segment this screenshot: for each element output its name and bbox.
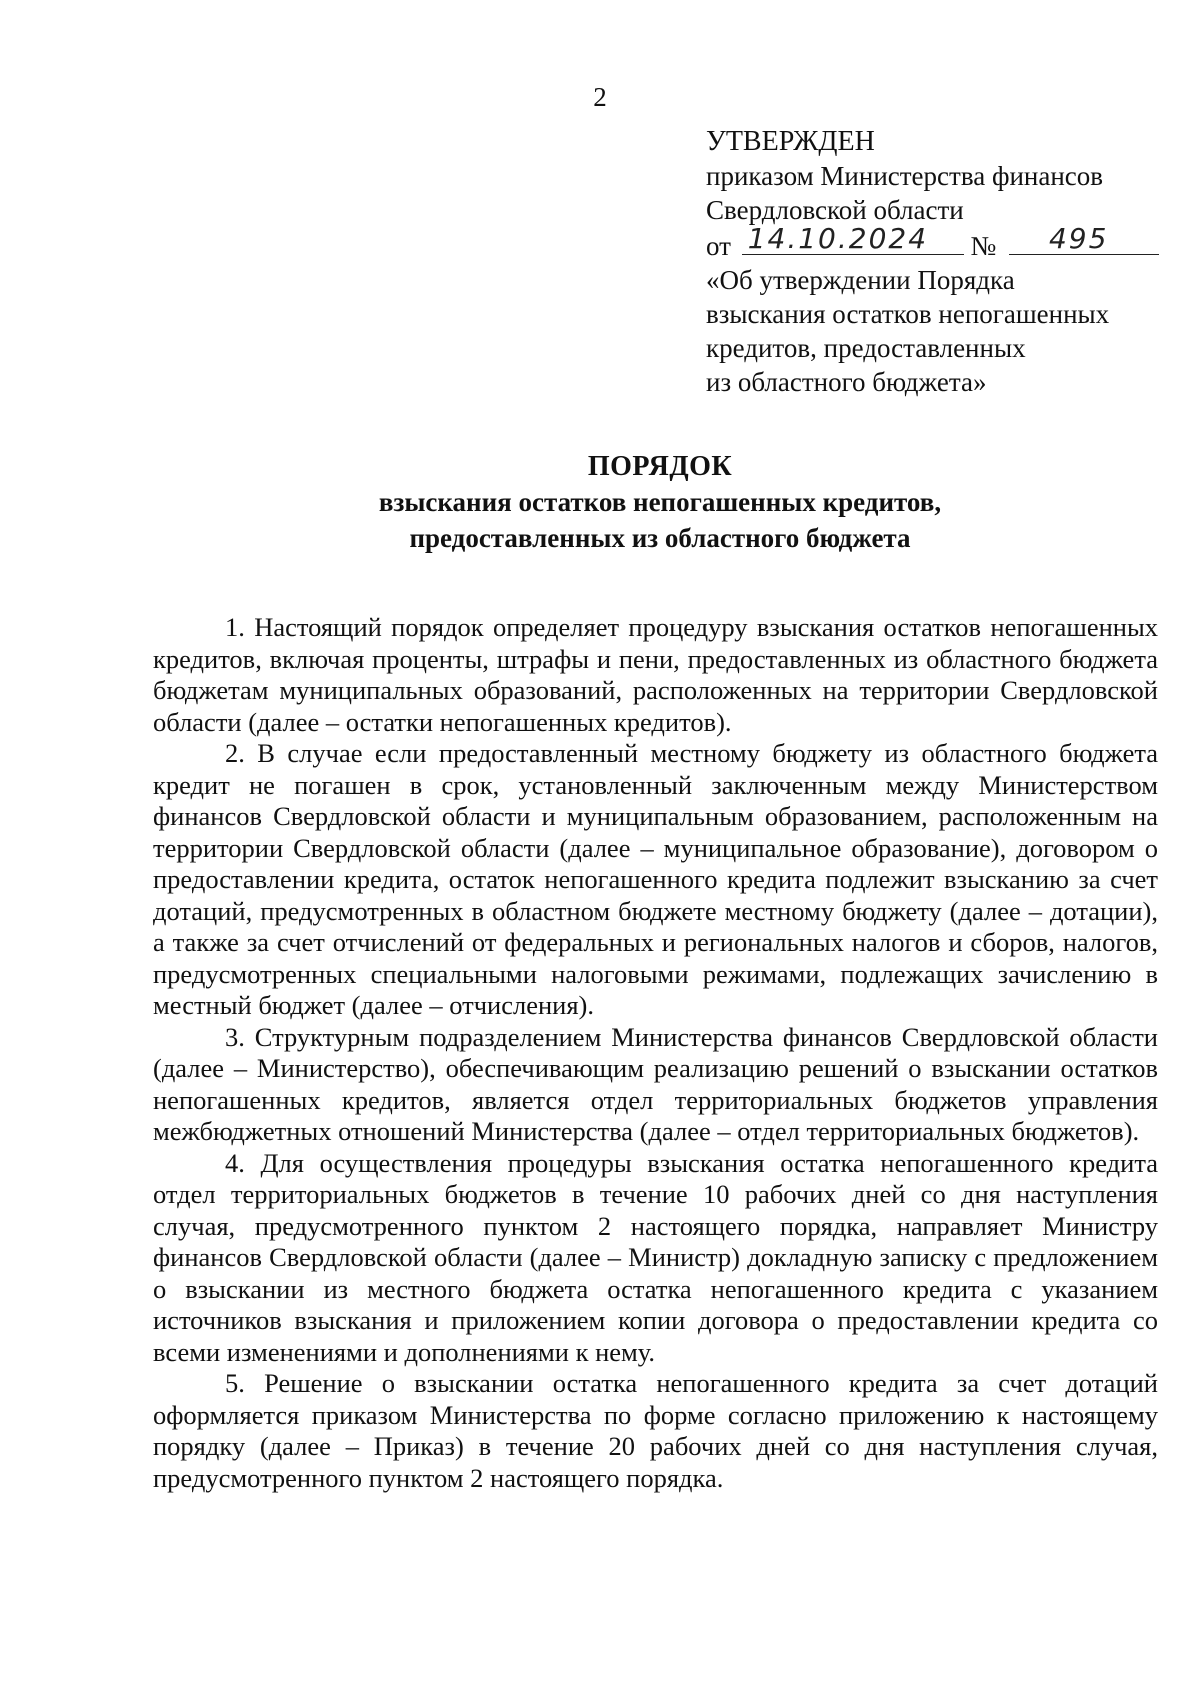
document-title-block: [0, 450, 1200, 556]
approval-subject-line-4: из областного бюджета»: [706, 367, 987, 397]
paragraph-2: 2. В случае если предоставленный местному бюджету из областного бюджета кредит не погашен в срок, установленный заключенным между Министерством финансов Свердловской области и муниципальным образованием, расположенным на территории Свердловской области (далее – муниципальное образование), договором о предоставлении кредита, остаток непогашенного кредита подлежит взысканию за счет дотаций, предусмотренных в областном бюджете местному бюджету (далее – дотации), а также за счет отчислений от федеральных и региональных налогов и сборов, налогов, предусмотренных специальными налоговыми режимами, подлежащих зачислению в местный бюджет (далее – отчисления).: [153, 738, 1158, 1020]
paragraph-4: 4. Для осуществления процедуры взыскания остатка непогашенного кредита отдел территориальных бюджетов в течение 10 рабочих дней со дня наступления случая, предусмотренного пунктом 2 настоящего порядка, направляет Министру финансов Свердловской области (далее – Министр) докладную записку с предложением о взыскании из местного бюджета остатка непогашенного кредита с указанием источников взыскания и приложением копии договора о предоставлении кредита со всеми изменениями и дополнениями к нему.: [153, 1147, 1158, 1367]
handwritten-number: 495: [1048, 222, 1109, 255]
document-subtitle-line-2: предоставленных из областного бюджета: [409, 523, 911, 553]
paragraph-5: 5. Решение о взыскании остатка непогашенного кредита за счет дотаций оформляется приказом Министерства по форме согласно приложению к настоящему порядку (далее – Приказ) в течение 20 рабочих дней со дня наступления случая, предусмотренного пунктом 2 настоящего порядка.: [153, 1368, 1158, 1493]
number-prefix: №: [970, 231, 997, 261]
number-field: [1009, 222, 1159, 255]
approval-heading: УТВЕРЖДЕН: [706, 126, 875, 157]
handwritten-date: 14.10.2024: [747, 222, 929, 255]
document-subtitle-line-1: взыскания остатков непогашенных кредитов,: [378, 487, 942, 517]
approval-subject-line-3: кредитов, предоставленных: [706, 333, 1026, 363]
document-title: ПОРЯДОК: [587, 451, 733, 482]
approval-date-number-row: [706, 222, 1166, 263]
paragraph-3: 3. Структурным подразделением Министерства финансов Свердловской области (далее – Министерство), обеспечивающим реализацию решений о взыскании остатков непогашенных кредитов, является отдел территориальных бюджетов управления межбюджетных отношений Министерства (далее – отдел территориальных бюджетов).: [153, 1021, 1158, 1146]
date-prefix: от: [706, 231, 731, 261]
date-field: [742, 222, 964, 255]
approval-subject-line-2: взыскания остатков непогашенных: [706, 299, 1110, 329]
approval-subject-line-1: «Об утверждении Порядка: [706, 265, 1015, 295]
page-number: 2: [593, 82, 607, 112]
paragraph-1: 1. Настоящий порядок определяет процедуру взыскания остатков непогашенных кредитов, включая проценты, штрафы и пени, предоставленных из областного бюджета бюджетам муниципальных образований, расположенных на территории Свердловской области (далее – остатки непогашенных кредитов).: [153, 612, 1158, 737]
approval-line-2: Свердловской области: [706, 195, 964, 225]
document-body: [153, 612, 1158, 1494]
approval-block: [706, 125, 1166, 399]
approval-line-1: приказом Министерства финансов: [706, 161, 1104, 191]
